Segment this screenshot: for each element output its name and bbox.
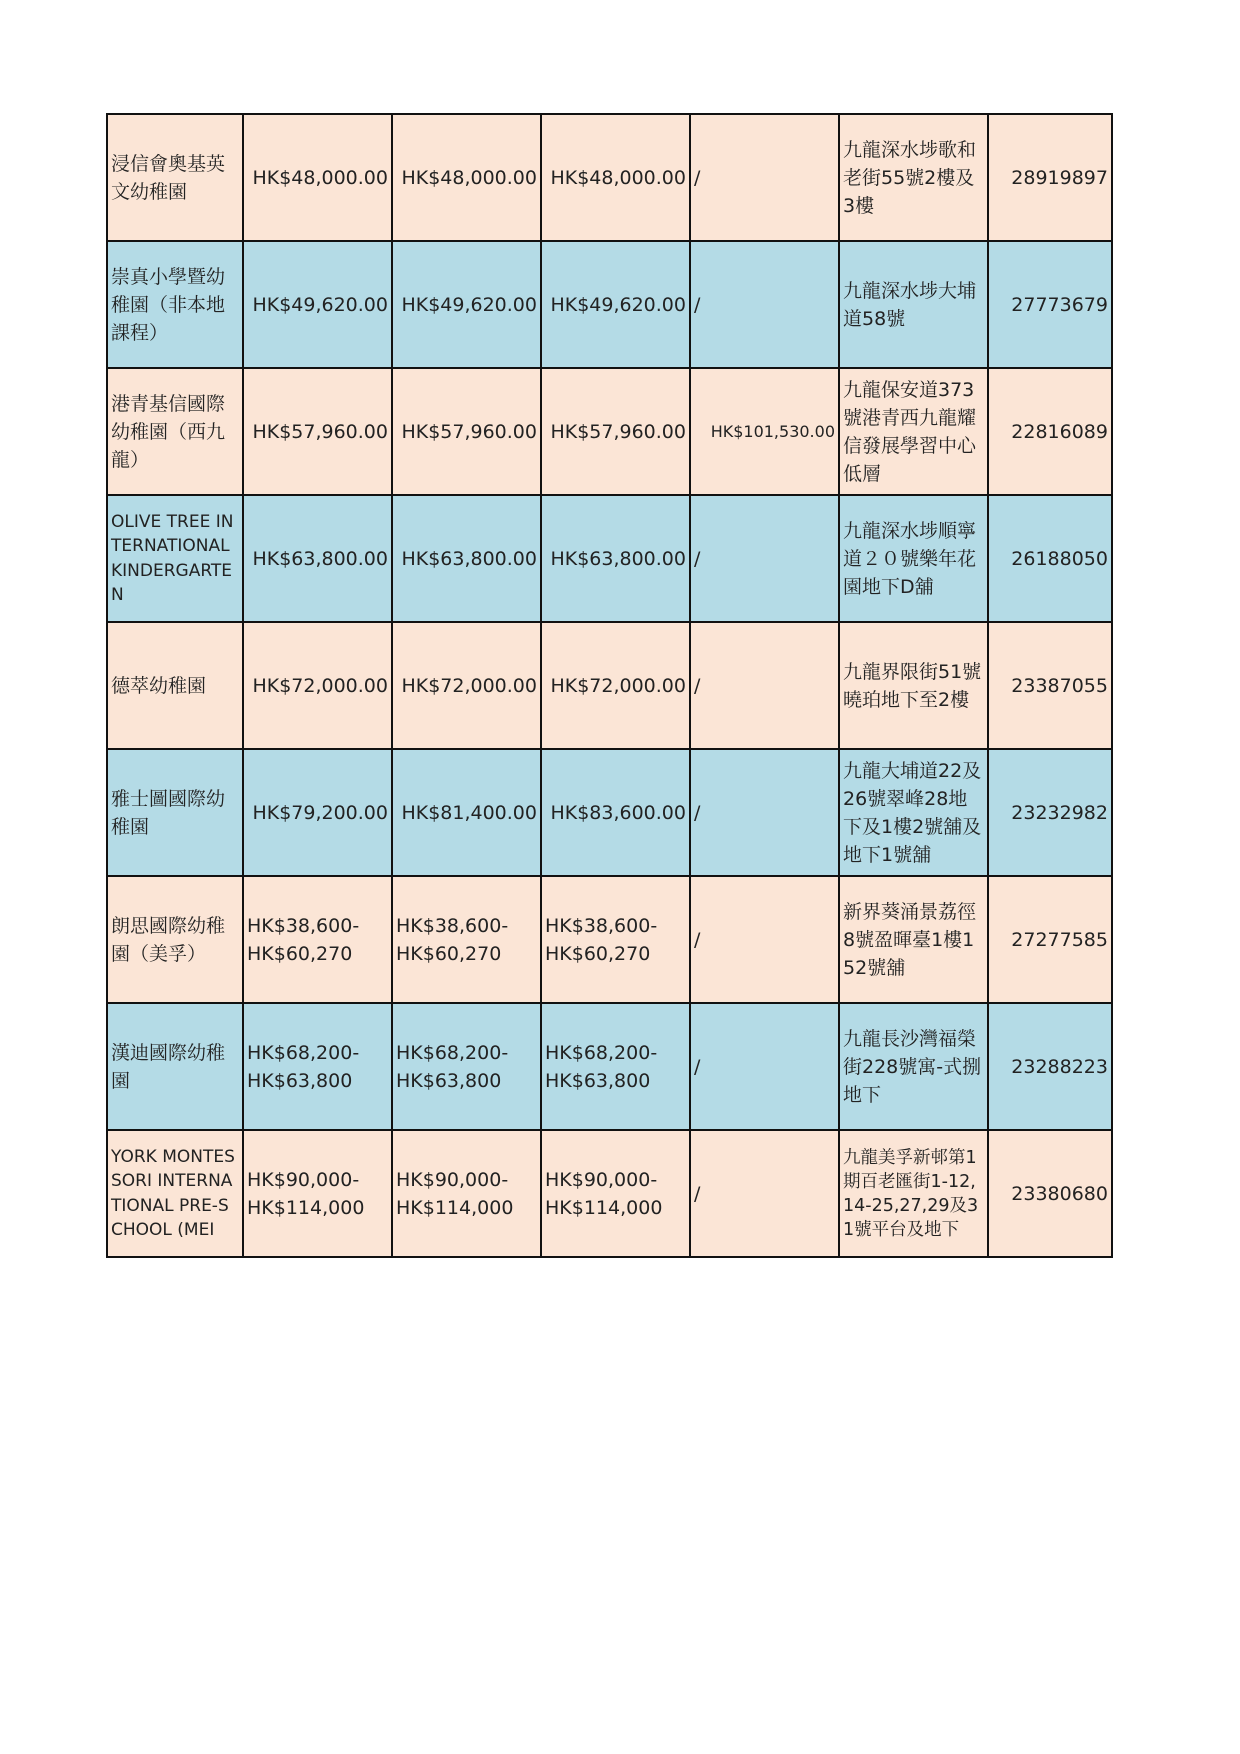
fee-cell: HK$90,000-HK$114,000 [541,1130,690,1257]
phone-cell: 23288223 [988,1003,1112,1130]
phone-cell: 22816089 [988,368,1112,495]
fee-cell: HK$90,000-HK$114,000 [243,1130,392,1257]
address-cell: 九龍長沙灣福榮街228號寓-式捌地下 [839,1003,988,1130]
fee-cell: HK$38,600-HK$60,270 [243,876,392,1003]
extra-fee-cell: / [690,1130,839,1257]
table-row [107,495,1112,622]
fee-cell: HK$81,400.00 [392,749,541,876]
phone-cell: 23232982 [988,749,1112,876]
fee-cell: HK$49,620.00 [541,241,690,368]
fee-cell: HK$48,000.00 [541,114,690,241]
fee-cell: HK$90,000-HK$114,000 [392,1130,541,1257]
table-row [107,749,1112,876]
fee-cell: HK$68,200-HK$63,800 [243,1003,392,1130]
fee-cell: HK$38,600-HK$60,270 [392,876,541,1003]
extra-fee-cell: / [690,876,839,1003]
fee-cell: HK$68,200-HK$63,800 [392,1003,541,1130]
table-row [107,241,1112,368]
phone-cell: 27773679 [988,241,1112,368]
fee-cell: HK$49,620.00 [243,241,392,368]
fee-cell: HK$49,620.00 [392,241,541,368]
school-name: 崇真小學暨幼稚園（非本地課程） [107,241,243,368]
kindergarten-fee-table [106,113,1113,1258]
fee-cell: HK$57,960.00 [243,368,392,495]
fee-cell: HK$38,600-HK$60,270 [541,876,690,1003]
school-name: 漢迪國際幼稚園 [107,1003,243,1130]
extra-fee-cell: / [690,1003,839,1130]
fee-cell: HK$68,200-HK$63,800 [541,1003,690,1130]
school-name: 雅士圖國際幼稚園 [107,749,243,876]
address-cell: 九龍美孚新邨第1期百老匯街1-12,14-25,27,29及31號平台及地下 [839,1130,988,1257]
extra-fee-cell: / [690,495,839,622]
school-name: YORK MONTESSORI INTERNATIONAL PRE-SCHOOL (MEI [107,1130,243,1257]
address-cell: 新界葵涌景荔徑8號盈暉臺1樓152號舖 [839,876,988,1003]
phone-cell: 23380680 [988,1130,1112,1257]
extra-fee-cell: / [690,749,839,876]
fee-cell: HK$48,000.00 [243,114,392,241]
extra-fee-cell: / [690,114,839,241]
fee-cell: HK$63,800.00 [541,495,690,622]
phone-cell: 26188050 [988,495,1112,622]
table-row [107,114,1112,241]
fee-cell: HK$57,960.00 [541,368,690,495]
school-name: 港青基信國際幼稚園（西九龍） [107,368,243,495]
address-cell: 九龍深水埗大埔道58號 [839,241,988,368]
extra-fee-cell: / [690,241,839,368]
address-cell: 九龍保安道373號港青西九龍耀信發展學習中心低層 [839,368,988,495]
table-row [107,622,1112,749]
fee-cell: HK$83,600.00 [541,749,690,876]
extra-fee-cell: HK$101,530.00 [690,368,839,495]
fee-cell: HK$79,200.00 [243,749,392,876]
address-cell: 九龍界限街51號曉珀地下至2樓 [839,622,988,749]
fee-cell: HK$63,800.00 [392,495,541,622]
fee-cell: HK$57,960.00 [392,368,541,495]
fee-cell: HK$48,000.00 [392,114,541,241]
table-row [107,368,1112,495]
phone-cell: 23387055 [988,622,1112,749]
fee-cell: HK$72,000.00 [541,622,690,749]
address-cell: 九龍深水埗順寧道２０號樂年花園地下D舖 [839,495,988,622]
extra-fee-cell: / [690,622,839,749]
table-row [107,876,1112,1003]
fee-cell: HK$63,800.00 [243,495,392,622]
school-name: 浸信會奧基英文幼稚園 [107,114,243,241]
address-cell: 九龍大埔道22及26號翠峰28地下及1樓2號舖及地下1號舖 [839,749,988,876]
school-name: OLIVE TREE INTERNATIONAL KINDERGARTEN [107,495,243,622]
fee-cell: HK$72,000.00 [392,622,541,749]
table-row [107,1130,1112,1257]
table-row [107,1003,1112,1130]
address-cell: 九龍深水埗歌和老街55號2樓及3樓 [839,114,988,241]
school-name: 朗思國際幼稚園（美孚） [107,876,243,1003]
school-name: 德萃幼稚園 [107,622,243,749]
fee-cell: HK$72,000.00 [243,622,392,749]
phone-cell: 27277585 [988,876,1112,1003]
phone-cell: 28919897 [988,114,1112,241]
